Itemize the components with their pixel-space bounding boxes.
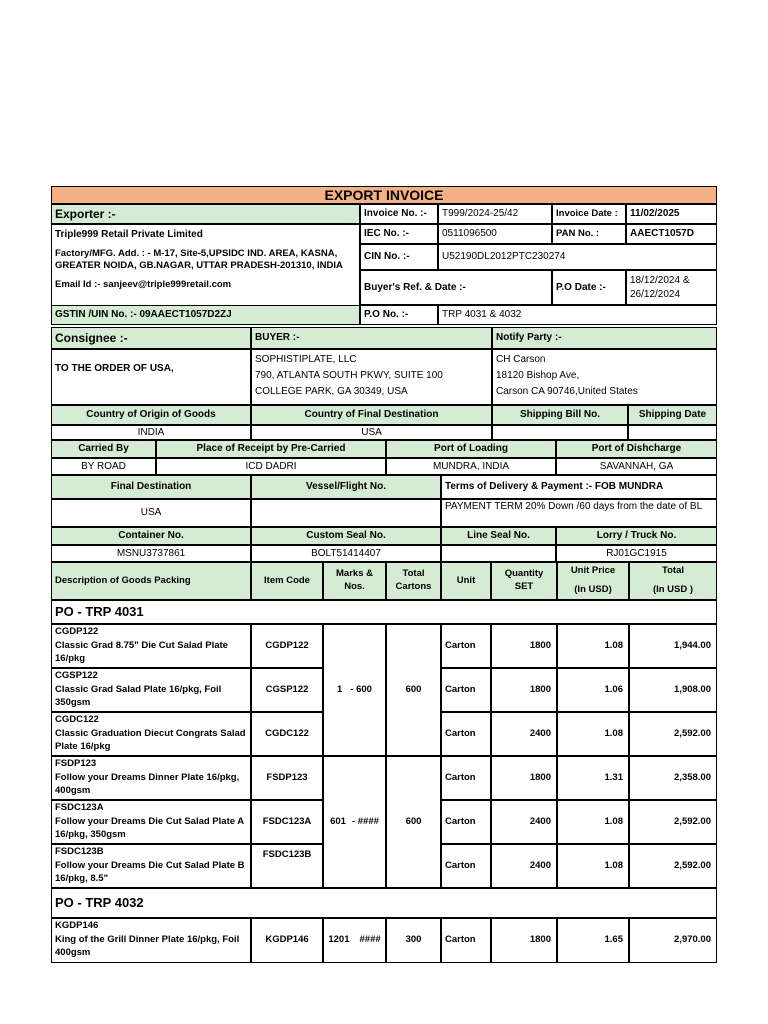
final-dest-country-value: USA (251, 425, 492, 440)
row-unit: Carton (441, 756, 491, 800)
final-destination-value: USA (51, 499, 251, 527)
buyer-line: COLLEGE PARK, GA 30349, USA (255, 386, 408, 397)
line-seal-label: Line Seal No. (441, 527, 556, 545)
shipping-bill-label: Shipping Bill No. (492, 405, 628, 425)
custom-seal-value: BOLT51414407 (251, 545, 441, 562)
buyer-label: BUYER :- (251, 327, 492, 349)
row-item-code: FSDP123 (251, 756, 323, 800)
th-unit-price-label: Unit Price (570, 565, 616, 576)
th-total (629, 562, 717, 600)
row-qty: 1800 (491, 624, 557, 668)
row-item-code: CGSP122 (251, 668, 323, 712)
group-marks (323, 918, 386, 963)
row-code-line: CGDC122 (55, 714, 99, 725)
th-cartons: Total Cartons (386, 562, 441, 600)
row-unit: Carton (441, 844, 491, 888)
row-description: King of the Grill Dinner Plate 16/pkg, Foil 400gsm (55, 933, 240, 958)
row-description: Classic Grad 8.75" Die Cut Salad Plate 16/pkg (55, 639, 228, 664)
row-unit: Carton (441, 624, 491, 668)
payment-term: PAYMENT TERM 20% Down /60 days from the date of BL (441, 499, 717, 527)
th-marks: Marks & Nos. (323, 562, 386, 600)
row-description: Classic Grad Salad Plate 16/pkg, Foil 350gsm (55, 683, 222, 708)
row-qty: 2400 (491, 844, 557, 888)
row-unit: Carton (441, 668, 491, 712)
row-code-line: FSDC123B (55, 846, 104, 857)
row-total: 2,970.00 (629, 918, 717, 963)
group-marks-to: - 600 (350, 683, 372, 695)
group-marks (323, 756, 386, 888)
po-date: 18/12/2024 & 26/12/2024 (626, 270, 717, 305)
carried-by-label: Carried By (51, 440, 156, 458)
shipping-bill-value (492, 425, 628, 440)
factory-address: Factory/MFG. Add. : - M-17, Site-5,UPSIDC IND. AREA, KASNA, GREATER NOIDA, GB.NAGAR, UTTAR PRADESH-201310, INDIA (55, 247, 343, 272)
row-qty: 1800 (491, 756, 557, 800)
discharge-value: SAVANNAH, GA (556, 458, 717, 475)
row-price: 1.31 (557, 756, 629, 800)
cin-label: CIN No. :- (360, 244, 438, 270)
po-label-4031 (51, 600, 717, 624)
row-desc (51, 918, 251, 963)
notify-line: CH Carson (496, 354, 546, 365)
po-date-label: P.O Date :- (552, 270, 626, 305)
notify-party-label: Notify Party :- (492, 327, 717, 349)
carried-by-value: BY ROAD (51, 458, 156, 475)
th-description: Description of Goods Packing (51, 562, 251, 600)
invoice-title: EXPORT INVOICE (51, 186, 717, 204)
row-qty: 2400 (491, 800, 557, 844)
origin-value: INDIA (51, 425, 251, 440)
row-price: 1.08 (557, 712, 629, 756)
shipping-date-value (628, 425, 717, 440)
th-item-code: Item Code (251, 562, 323, 600)
buyer-line: SOPHISTIPLATE, LLC (255, 354, 357, 365)
group-marks-to: #### (359, 934, 381, 946)
exporter-email: Email Id :- sanjeev@triple999retail.com (55, 279, 232, 291)
po-label-4032-text: PO - TRP 4032 (55, 895, 144, 911)
export-invoice-sheet (51, 186, 717, 966)
row-desc (51, 712, 251, 756)
po-label-4031-text: PO - TRP 4031 (55, 604, 144, 620)
consignee-label: Consignee :- (51, 327, 251, 349)
group-cartons: 600 (386, 624, 441, 756)
row-item-code: KGDP146 (251, 918, 323, 963)
row-item-code: FSDC123B (251, 844, 323, 888)
group-marks (323, 624, 386, 756)
row-price: 1.08 (557, 624, 629, 668)
row-unit: Carton (441, 918, 491, 963)
notify-line: 18120 Bishop Ave, (496, 370, 580, 381)
row-total: 2,592.00 (629, 712, 717, 756)
invoice-no: T999/2024-25/42 (438, 204, 552, 224)
buyer-line: 790, ATLANTA SOUTH PKWY, SUITE 100 (255, 370, 443, 381)
container-label: Container No. (51, 527, 251, 545)
row-code-line: KGDP146 (55, 920, 99, 931)
invoice-date-label: Invoice Date : (552, 204, 626, 224)
notify-box (492, 349, 717, 405)
lorry-label: Lorry / Truck No. (556, 527, 717, 545)
row-qty: 1800 (491, 918, 557, 963)
row-description: Classic Graduation Diecut Congrats Salad Plate 16/pkg (55, 727, 246, 752)
row-price: 1.08 (557, 844, 629, 888)
delivery-terms: Terms of Delivery & Payment :- FOB MUNDRA (441, 475, 717, 499)
pan-label: PAN No. : (552, 224, 626, 244)
group-cartons: 300 (386, 918, 441, 963)
consignee-box (51, 349, 251, 405)
iec-label: IEC No. :- (360, 224, 438, 244)
cin-no: U52190DL2012PTC230274 (438, 244, 717, 270)
row-unit: Carton (441, 800, 491, 844)
row-desc (51, 844, 251, 888)
row-total: 2,592.00 (629, 844, 717, 888)
po-no: TRP 4031 & 4032 (438, 305, 717, 325)
row-desc (51, 756, 251, 800)
final-destination-label: Final Destination (51, 475, 251, 499)
row-desc (51, 624, 251, 668)
th-unit-price-sub: (In USD) (574, 583, 612, 595)
group-marks-to: - #### (351, 815, 379, 827)
row-total: 2,358.00 (629, 756, 717, 800)
row-total: 2,592.00 (629, 800, 717, 844)
po-label-4032 (51, 888, 717, 918)
loading-value: MUNDRA, INDIA (386, 458, 556, 475)
exporter-details (51, 224, 360, 305)
custom-seal-label: Custom Seal No. (251, 527, 441, 545)
iec-no: 0511096500 (438, 224, 552, 244)
th-unit-price (557, 562, 629, 600)
th-total-label: Total (662, 565, 684, 576)
lorry-value: RJ01GC1915 (556, 545, 717, 562)
consignee-text: TO THE ORDER OF USA, (55, 363, 174, 374)
gstin: GSTIN /UIN No. :- 09AAECT1057D2ZJ (51, 305, 360, 325)
row-desc (51, 800, 251, 844)
row-code-line: FSDC123A (55, 802, 104, 813)
exporter-name: Triple999 Retail Private Limited (55, 229, 203, 240)
row-item-code: CGDC122 (251, 712, 323, 756)
group-marks-from: 1201 (328, 934, 350, 946)
loading-label: Port of Loading (386, 440, 556, 458)
buyers-ref-label: Buyer's Ref. & Date :- (360, 270, 552, 305)
row-price: 1.06 (557, 668, 629, 712)
receipt-label: Place of Receipt by Pre-Carried (156, 440, 386, 458)
shipping-date-label: Shipping Date (628, 405, 717, 425)
container-value: MSNU3737861 (51, 545, 251, 562)
group-cartons: 600 (386, 756, 441, 888)
group-marks-from: 601 (330, 815, 346, 827)
vessel-value (251, 499, 441, 527)
row-desc (51, 668, 251, 712)
line-seal-value (441, 545, 556, 562)
vessel-label: Vessel/Flight No. (251, 475, 441, 499)
row-item-code: CGDP122 (251, 624, 323, 668)
row-code-line: CGDP122 (55, 626, 99, 637)
origin-label: Country of Origin of Goods (51, 405, 251, 425)
row-description: Follow your Dreams Die Cut Salad Plate A 16/pkg, 350gsm (55, 815, 244, 840)
notify-line: Carson CA 90746,United States (496, 386, 638, 397)
row-qty: 1800 (491, 668, 557, 712)
row-price: 1.08 (557, 800, 629, 844)
row-total: 1,908.00 (629, 668, 717, 712)
row-description: Follow your Dreams Die Cut Salad Plate B 16/pkg, 8.5" (55, 859, 245, 884)
th-total-sub: (In USD ) (652, 583, 694, 595)
buyer-box (251, 349, 492, 405)
row-unit: Carton (441, 712, 491, 756)
group-marks-from: 1 (337, 683, 343, 695)
row-item-code: FSDC123A (251, 800, 323, 844)
row-total: 1,944.00 (629, 624, 717, 668)
final-dest-country-label: Country of Final Destination (251, 405, 492, 425)
row-qty: 2400 (491, 712, 557, 756)
th-unit: Unit (441, 562, 491, 600)
po-no-label: P.O No. :- (360, 305, 438, 325)
exporter-label: Exporter :- (51, 204, 360, 224)
th-quantity: Quantity SET (491, 562, 557, 600)
row-description: Follow your Dreams Dinner Plate 16/pkg, 400gsm (55, 771, 240, 796)
row-code-line: CGSP122 (55, 670, 98, 681)
receipt-value: ICD DADRI (156, 458, 386, 475)
discharge-label: Port of Dishcharge (556, 440, 717, 458)
row-price: 1.65 (557, 918, 629, 963)
invoice-no-label: Invoice No. :- (360, 204, 438, 224)
invoice-date: 11/02/2025 (626, 204, 717, 224)
pan-no: AAECT1057D (626, 224, 717, 244)
row-code-line: FSDP123 (55, 758, 97, 769)
